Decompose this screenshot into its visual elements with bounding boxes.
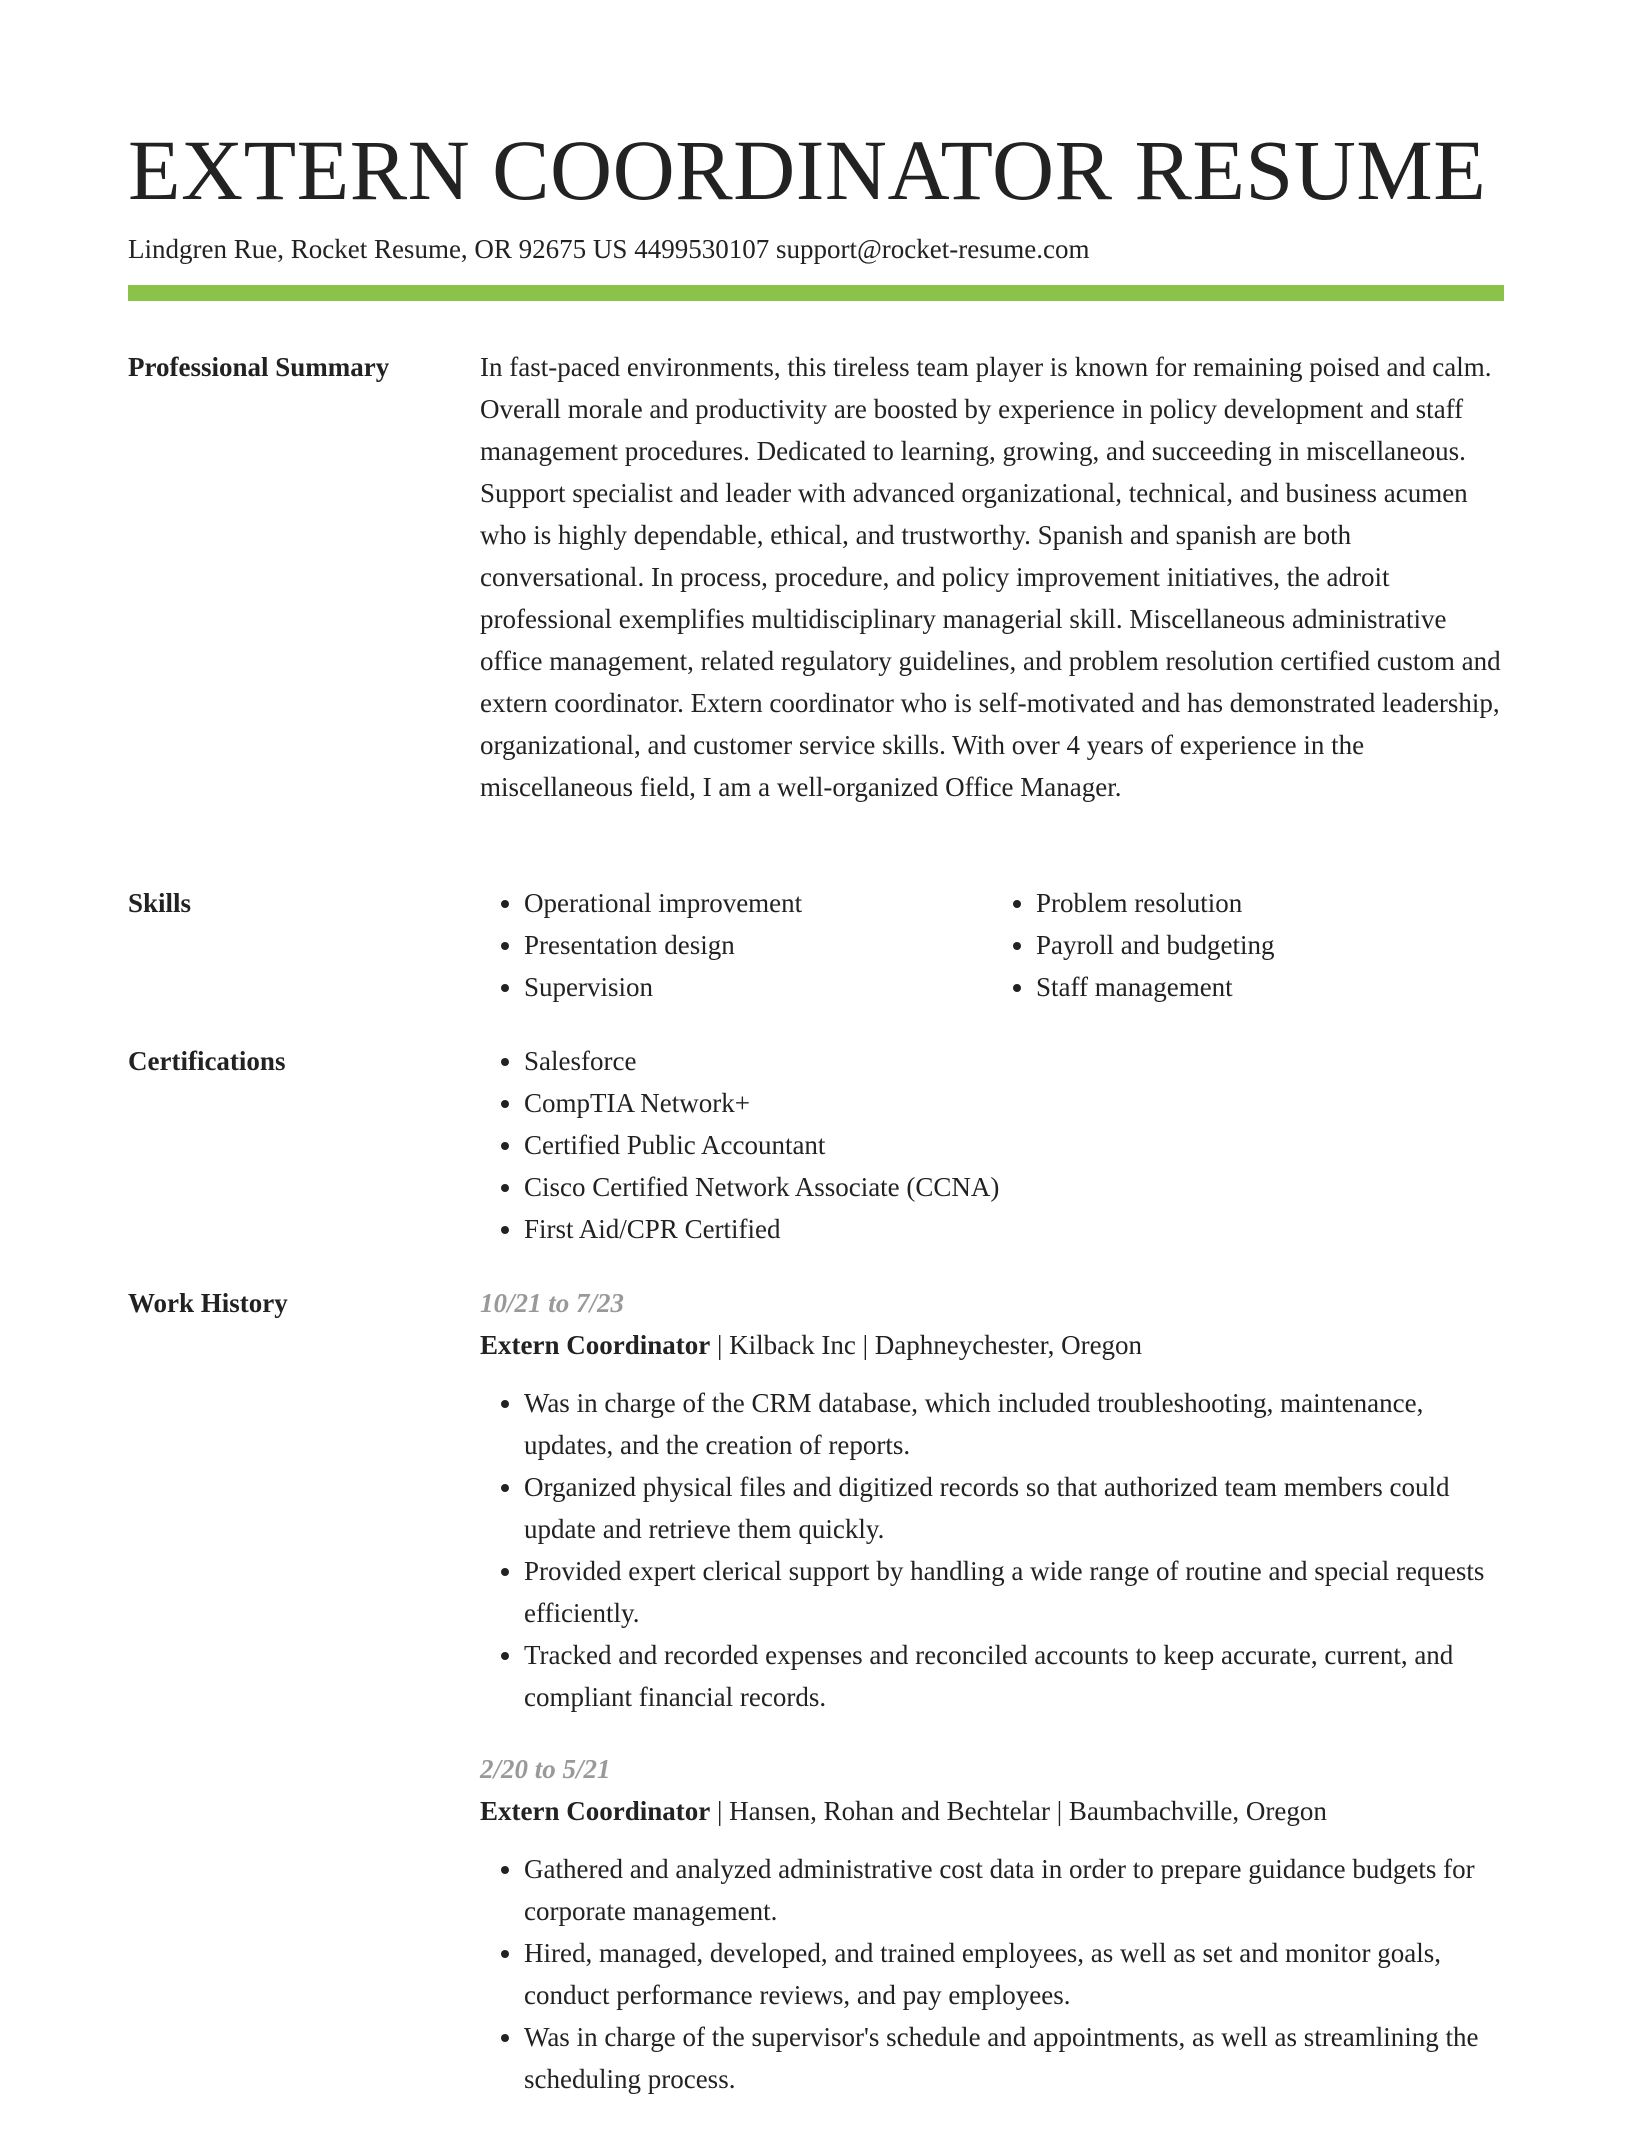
job-title: Extern Coordinator xyxy=(480,1796,711,1826)
summary-label: Professional Summary xyxy=(128,352,390,382)
certifications-body xyxy=(480,1040,1504,1250)
skill-item: • Payroll and budgeting xyxy=(1036,924,1504,966)
certification-item: • Certified Public Accountant xyxy=(524,1124,1504,1166)
job-entry xyxy=(480,1748,1504,2100)
skills-list-right xyxy=(992,882,1504,1008)
skills-body xyxy=(480,882,1504,1008)
certifications-list xyxy=(480,1040,1504,1250)
accent-divider xyxy=(128,285,1504,301)
skill-item: • Presentation design xyxy=(524,924,992,966)
skill-item: • Supervision xyxy=(524,966,992,1008)
job-bullet: • Organized physical files and digitized records so that authorized team members could update and retrieve them quickly. xyxy=(524,1466,1504,1550)
certification-item: • CompTIA Network+ xyxy=(524,1082,1504,1124)
work-history-body xyxy=(480,1282,1504,2130)
job-entry xyxy=(480,1282,1504,1718)
job-bullet: • Gathered and analyzed administrative cost data in order to prepare guidance budgets for corporate management. xyxy=(524,1848,1504,1932)
job-bullets xyxy=(480,1848,1504,2100)
job-bullet: • Was in charge of the supervisor's schedule and appointments, as well as streamlining the scheduling process. xyxy=(524,2016,1504,2100)
work-history-label: Work History xyxy=(128,1288,288,1318)
certification-item: • Salesforce xyxy=(524,1040,1504,1082)
job-heading xyxy=(480,1324,1504,1366)
job-bullets xyxy=(480,1382,1504,1718)
skills-label: Skills xyxy=(128,888,192,918)
skill-item: • Operational improvement xyxy=(524,882,992,924)
skills-list-left xyxy=(480,882,992,1008)
job-bullet: • Provided expert clerical support by handling a wide range of routine and special requests efficiently. xyxy=(524,1550,1504,1634)
job-details: | Hansen, Rohan and Bechtelar | Baumbachville, Oregon xyxy=(710,1796,1327,1826)
job-details: | Kilback Inc | Daphneychester, Oregon xyxy=(710,1330,1143,1360)
skills-grid xyxy=(480,882,1504,1008)
summary-text: In fast-paced environments, this tireless team player is known for remaining poised and calm. Overall morale and productivity are boosted by experience in policy development and staff management procedures. Dedicated to learning, growing, and succeeding in miscellaneous. Support specialist and leader with advanced organizational, technical, and business acumen who is highly dependable, ethical, and trustworthy. Spanish and spanish are both conversational. In process, procedure, and policy improvement initiatives, the adroit professional exemplifies multidisciplinary managerial skill. Miscellaneous administrative office management, related regulatory guidelines, and problem resolution certified custom and extern coordinator. Extern coordinator who is self-motivated and has demonstrated leadership, organizational, and customer service skills. With over 4 years of experience in the miscellaneous field, I am a well-organized Office Manager. xyxy=(480,352,1501,802)
certifications-label: Certifications xyxy=(128,1046,286,1076)
job-dates: 10/21 to 7/23 xyxy=(480,1288,625,1318)
certification-item: • Cisco Certified Network Associate (CCNA) xyxy=(524,1166,1504,1208)
certification-item: • First Aid/CPR Certified xyxy=(524,1208,1504,1250)
skill-item: • Problem resolution xyxy=(1036,882,1504,924)
job-bullet: • Was in charge of the CRM database, which included troubleshooting, maintenance, updates, and the creation of reports. xyxy=(524,1382,1504,1466)
job-bullet: • Tracked and recorded expenses and reconciled accounts to keep accurate, current, and compliant financial records. xyxy=(524,1634,1504,1718)
job-heading xyxy=(480,1790,1504,1832)
contact-info: Lindgren Rue, Rocket Resume, OR 92675 US 4499530107 support@rocket-resume.com xyxy=(128,234,1090,264)
job-dates: 2/20 to 5/21 xyxy=(480,1754,611,1784)
job-title: Extern Coordinator xyxy=(480,1330,711,1360)
job-bullet: • Hired, managed, developed, and trained employees, as well as set and monitor goals, conduct performance reviews, and pay employees. xyxy=(524,1932,1504,2016)
skill-item: • Staff management xyxy=(1036,966,1504,1008)
summary-body xyxy=(480,346,1504,808)
resume-title: EXTERN COORDINATOR RESUME xyxy=(128,122,1487,218)
